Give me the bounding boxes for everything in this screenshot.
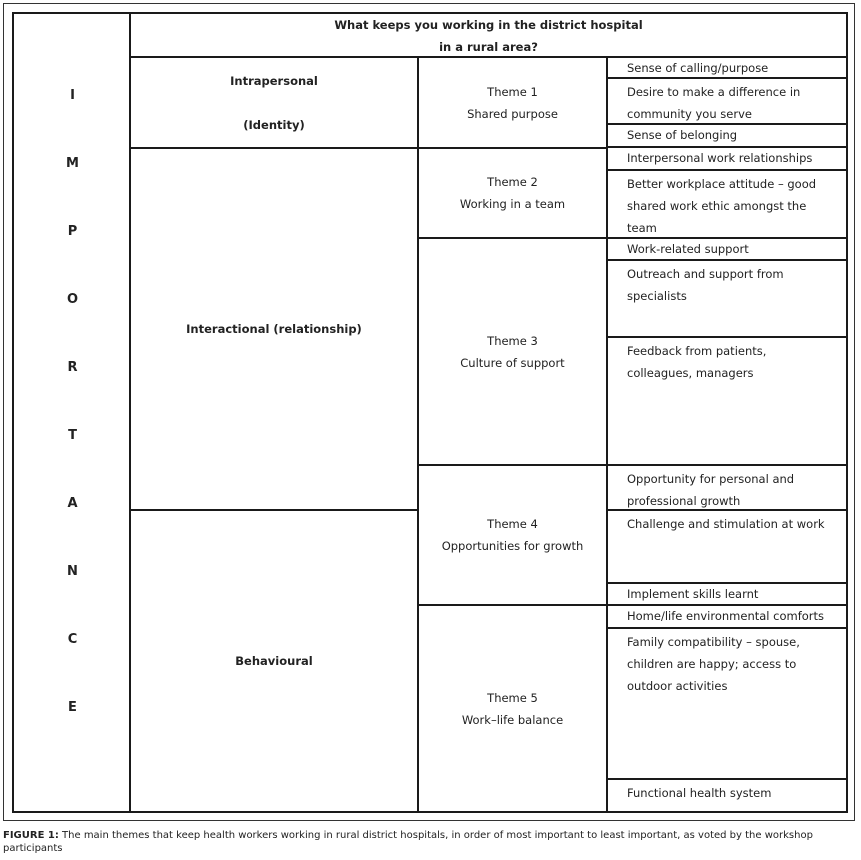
theme-number: Theme 1 xyxy=(487,84,538,99)
theme-name: Working in a team xyxy=(459,197,566,211)
importance-letter: P xyxy=(67,224,78,239)
category-sublabel: (Identity) xyxy=(243,117,305,132)
theme-item xyxy=(606,464,848,511)
theme-item xyxy=(606,336,848,466)
theme-item-line: outdoor activities xyxy=(627,679,728,693)
theme-item xyxy=(606,123,848,148)
theme-item xyxy=(606,237,848,261)
category-intrapersonal xyxy=(129,56,419,149)
theme-name: Opportunities for growth xyxy=(441,539,584,553)
theme-name: Work–life balance xyxy=(461,712,564,727)
theme-item-line: Family compatibility – spouse, xyxy=(627,635,800,649)
theme-item-line: team xyxy=(627,221,657,235)
theme-item-line: colleagues, managers xyxy=(627,366,754,380)
importance-letter: C xyxy=(67,632,78,647)
importance-letter: I xyxy=(70,88,75,103)
theme-item-line: Functional health system xyxy=(627,786,772,800)
theme-item xyxy=(606,77,848,125)
theme-item-line: Challenge and stimulation at work xyxy=(627,517,825,531)
theme-number: Theme 3 xyxy=(487,333,538,348)
theme-item-line: community you serve xyxy=(627,107,752,121)
header-line1: What keeps you working in the district hospital xyxy=(334,18,643,32)
table-header xyxy=(129,12,848,58)
theme-number: Theme 4 xyxy=(487,517,538,531)
importance-letter: E xyxy=(68,700,77,715)
theme-item-line: Sense of calling/purpose xyxy=(627,61,769,75)
theme-1 xyxy=(417,56,608,149)
theme-item-line: Feedback from patients, xyxy=(627,344,767,358)
theme-4 xyxy=(417,464,608,606)
theme-item-line: Interpersonal work relationships xyxy=(627,151,813,165)
theme-item xyxy=(606,582,848,606)
theme-number: Theme 5 xyxy=(487,690,538,705)
theme-item-line: children are happy; access to xyxy=(627,657,797,671)
theme-item-line: specialists xyxy=(627,289,687,303)
category-label: Behavioural xyxy=(235,654,313,668)
theme-item-line: Desire to make a difference in xyxy=(627,85,801,99)
theme-name: Culture of support xyxy=(460,355,565,370)
theme-item-line: Work-related support xyxy=(627,242,749,256)
theme-item-line: Outreach and support from xyxy=(627,267,784,281)
caption-label: FIGURE 1: xyxy=(3,830,59,841)
figure-caption xyxy=(3,829,858,855)
theme-name: Shared purpose xyxy=(467,106,558,121)
theme-item-line: Home/life environmental comforts xyxy=(627,609,825,623)
theme-item-line: professional growth xyxy=(627,494,741,508)
theme-item xyxy=(606,169,848,239)
importance-letter: N xyxy=(67,564,78,579)
theme-number: Theme 2 xyxy=(487,175,538,189)
theme-item-line: Opportunity for personal and xyxy=(627,472,795,486)
category-label: Intrapersonal xyxy=(230,73,318,88)
theme-item-line: shared work ethic amongst the xyxy=(627,199,807,213)
theme-3 xyxy=(417,237,608,466)
category-interactional xyxy=(129,147,419,511)
importance-letter: A xyxy=(67,496,78,511)
importance-letter: M xyxy=(66,156,79,171)
importance-column xyxy=(12,12,131,813)
theme-item xyxy=(606,604,848,629)
category-label: Interactional (relationship) xyxy=(186,322,362,336)
theme-item-line: Better workplace attitude – good xyxy=(627,177,817,191)
theme-item xyxy=(606,146,848,171)
theme-2 xyxy=(417,147,608,239)
theme-item xyxy=(606,56,848,79)
importance-letter: R xyxy=(67,360,78,375)
theme-5 xyxy=(417,604,608,813)
theme-item xyxy=(606,778,848,813)
theme-item-line: Sense of belonging xyxy=(627,128,738,142)
category-behavioural xyxy=(129,509,419,813)
header-line2: in a rural area? xyxy=(439,40,538,54)
caption-text: The main themes that keep health workers working in rural district hospitals, in order of most important to least important, as voted by the workshop participants xyxy=(3,830,813,854)
theme-item xyxy=(606,509,848,584)
theme-item xyxy=(606,627,848,780)
importance-letter: O xyxy=(66,292,79,307)
theme-item xyxy=(606,259,848,338)
importance-letter: T xyxy=(68,428,77,443)
theme-item-line: Implement skills learnt xyxy=(627,587,759,601)
